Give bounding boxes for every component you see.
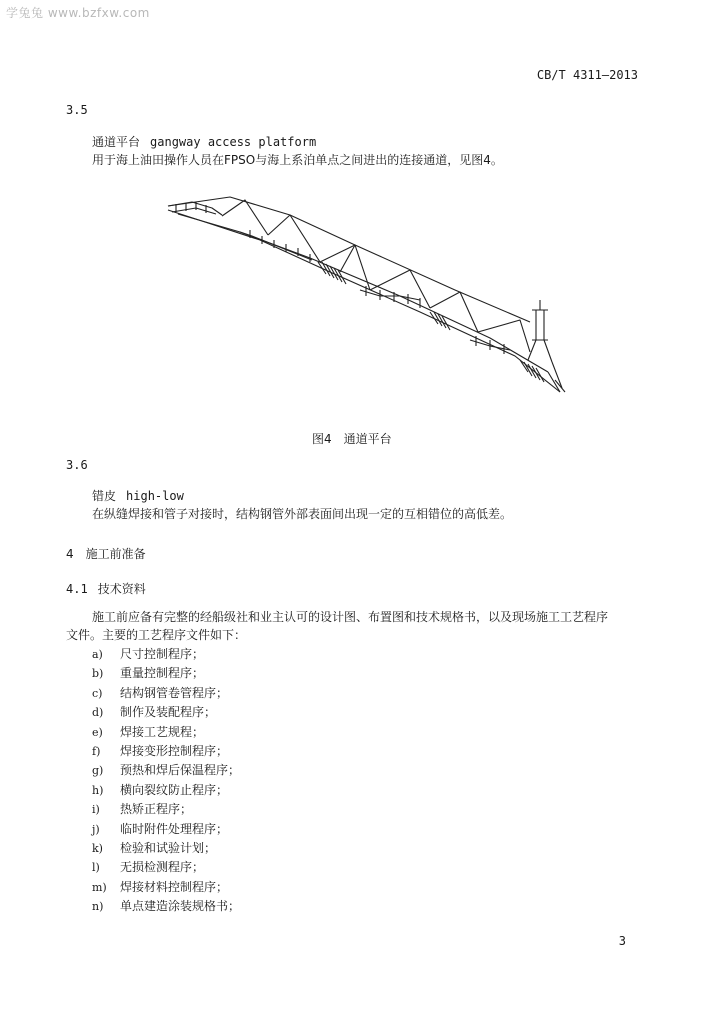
list-item-text: 检验和试验计划； (120, 840, 217, 855)
list-item-text: 预热和焊后保温程序； (120, 763, 241, 778)
list-item-label: n) (92, 900, 104, 914)
truss-web-6 (430, 292, 478, 332)
list-item-text: 焊接材料控制程序； (120, 879, 229, 894)
right-end-support (536, 310, 544, 340)
term-3-5-definition: 用于海上油田操作人员在FPSO与海上系泊单点之间进出的连接通道，见图4。 (92, 153, 503, 167)
list-item-text: 临时附件处理程序； (120, 821, 229, 836)
section-4-title: 施工前准备 (85, 547, 146, 561)
list-item-text: 无损检测程序； (120, 860, 205, 875)
section-4-1-heading (66, 580, 146, 597)
list-item-label: k) (92, 841, 103, 855)
section-3-5-number: 3.5 (66, 103, 88, 117)
page-number: 3 (618, 934, 626, 948)
figure-4-caption: 图4 通道平台 (312, 432, 392, 446)
list-item-text: 焊接变形控制程序； (120, 743, 229, 758)
list-item (92, 742, 240, 761)
list-item-text: 横向裂纹防止程序； (120, 782, 229, 797)
watermark: 学兔兔 www.bzfxw.com (6, 6, 150, 20)
term-3-6-en: high-low (126, 489, 184, 503)
section-4-1-title: 技术资料 (97, 582, 146, 596)
list-item-label: c) (92, 686, 103, 700)
list-item-label: g) (92, 764, 104, 778)
list-item (92, 664, 240, 683)
list-item-text: 尺寸控制程序； (120, 647, 205, 661)
list-item (92, 723, 240, 742)
term-3-6-definition: 在纵缝焊接和管子对接时，结构钢管外部表面间出现一定的互相错位的高低差。 (92, 507, 513, 521)
truss-bottom-chord-inner (178, 214, 548, 372)
list-item (92, 781, 240, 800)
list-item-text: 结构钢管卷管程序； (120, 685, 229, 700)
term-3-6-cn: 错皮 (92, 489, 117, 503)
list-item-text: 焊接工艺规程； (120, 724, 205, 739)
list-item (92, 800, 240, 819)
term-3-5-cn: 通道平台 (92, 135, 141, 149)
list-item-label: m) (92, 880, 107, 894)
list-item (92, 878, 240, 897)
list-item-label: d) (92, 706, 104, 720)
list-item-label: b) (92, 667, 104, 681)
list-item-label: h) (92, 783, 104, 797)
term-3-5-en: gangway access platform (150, 135, 317, 149)
standard-number: CB/T 4311—2013 (536, 68, 638, 82)
section-4-heading (66, 545, 146, 562)
procedure-list (92, 645, 240, 916)
list-item (92, 703, 240, 722)
list-item (92, 820, 240, 839)
truss-web-5 (370, 270, 430, 308)
list-item-label: a) (92, 648, 103, 661)
list-item-label: f) (92, 744, 101, 758)
truss-bottom-chord (168, 210, 560, 392)
list-item (92, 839, 240, 858)
list-item (92, 684, 240, 703)
section-3-6-number: 3.6 (66, 458, 88, 472)
list-item (92, 897, 240, 916)
section-4-1-paragraph-line2: 文件。主要的工艺程序文件如下： (66, 628, 247, 642)
section-4-1-number: 4.1 (66, 582, 88, 596)
section-4-number: 4 (66, 547, 74, 561)
list-item-label: e) (92, 725, 103, 739)
section-4-1-paragraph-line1: 施工前应备有完整的经船级社和业主认可的设计图、布置图和技术规格书，以及现场施工工艺程序 (92, 610, 609, 624)
list-item-text: 热矫正程序； (120, 802, 193, 817)
list-item-text: 制作及装配程序； (120, 705, 217, 720)
list-item-label: l) (92, 861, 100, 875)
list-item-label: i) (92, 803, 100, 817)
list-item-text: 重量控制程序； (120, 666, 205, 681)
list-item (92, 645, 240, 664)
list-item-text: 单点建造涂装规格书； (120, 899, 241, 914)
list-item-label: j) (92, 822, 100, 836)
list-item (92, 858, 240, 877)
term-3-6 (92, 487, 184, 504)
list-item (92, 761, 240, 780)
